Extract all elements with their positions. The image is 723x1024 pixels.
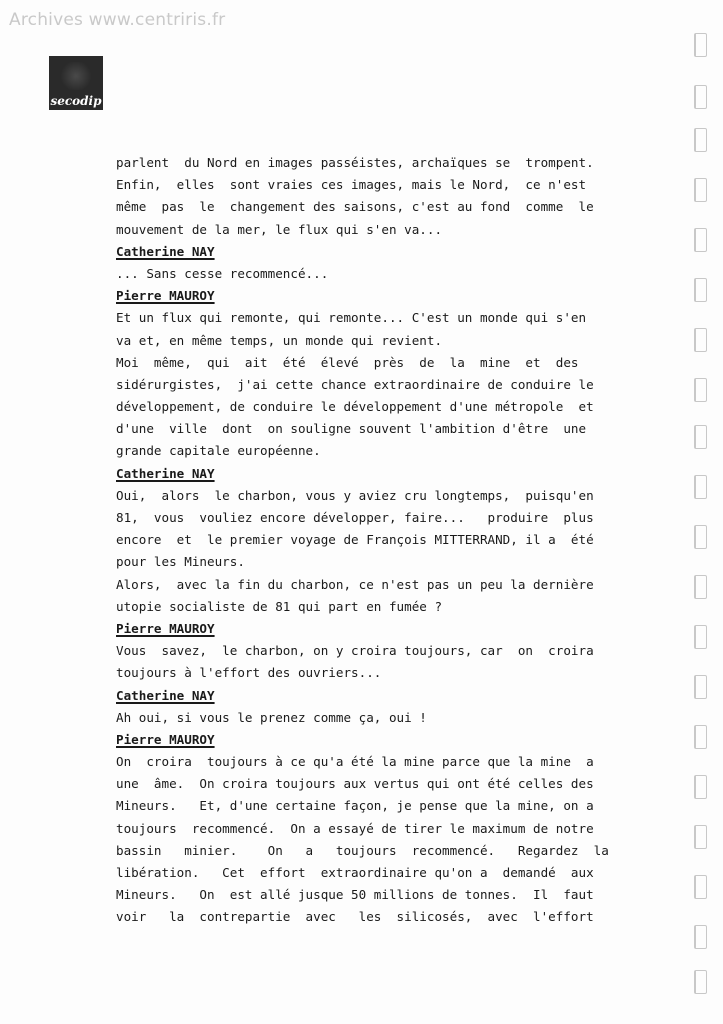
- binding-hole: [694, 128, 707, 152]
- secodip-logo: [49, 56, 103, 110]
- binding-hole: [694, 228, 707, 252]
- binding-hole: [694, 925, 707, 949]
- transcript-line: Mineurs. Et, d'une certaine façon, je pense que la mine, on a: [116, 798, 594, 814]
- transcript-line: développement, de conduire le développement d'une métropole et: [116, 399, 594, 415]
- binding-hole: [694, 725, 707, 749]
- transcript-line: d'une ville dont on souligne souvent l'ambition d'être une: [116, 421, 587, 437]
- binding-hole: [694, 525, 707, 549]
- transcript-line: toujours recommencé. On a essayé de tirer le maximum de notre: [116, 820, 594, 836]
- speaker-name: Pierre MAUROY: [116, 620, 215, 636]
- binding-hole: [694, 875, 707, 899]
- binding-hole: [694, 970, 707, 994]
- transcript-line: encore et le premier voyage de François MITTERRAND, il a été: [116, 532, 594, 548]
- transcript-line: Ah oui, si vous le prenez comme ça, oui !: [116, 709, 427, 725]
- binding-hole: [694, 825, 707, 849]
- binding-hole: [694, 328, 707, 352]
- speaker-name: Catherine NAY: [116, 465, 215, 481]
- transcript-line: pour les Mineurs.: [116, 554, 245, 570]
- transcript-line: mouvement de la mer, le flux qui s'en va...: [116, 221, 443, 237]
- transcript-line: Moi même, qui ait été élevé près de la mine et des: [116, 354, 579, 370]
- transcript-line: sidérurgistes, j'ai cette chance extraordinaire de conduire le: [116, 376, 594, 392]
- binding-hole: [694, 33, 707, 57]
- transcript-line: Mineurs. On est allé jusque 50 millions de tonnes. Il faut: [116, 887, 594, 903]
- speaker-name: Catherine NAY: [116, 687, 215, 703]
- transcript-line: Oui, alors le charbon, vous y aviez cru longtemps, puisqu'en: [116, 487, 594, 503]
- speaker-name: Pierre MAUROY: [116, 288, 215, 304]
- transcript-line: ... Sans cesse recommencé...: [116, 265, 329, 281]
- binding-holes: [688, 25, 718, 1015]
- transcript-line: va et, en même temps, un monde qui revient.: [116, 332, 443, 348]
- transcript-line: Vous savez, le charbon, on y croira toujours, car on croira: [116, 643, 594, 659]
- speaker-name: Pierre MAUROY: [116, 731, 215, 747]
- transcript-line: parlent du Nord en images passéistes, archaïques se trompent.: [116, 155, 594, 170]
- binding-hole: [694, 85, 707, 109]
- transcript-line: toujours à l'effort des ouvriers...: [116, 665, 382, 681]
- binding-hole: [694, 575, 707, 599]
- binding-hole: [694, 425, 707, 449]
- transcript-line: une âme. On croira toujours aux vertus qui ont été celles des: [116, 776, 594, 792]
- transcript-body: [116, 152, 609, 929]
- archive-watermark: Archives www.centriris.fr: [9, 10, 226, 30]
- binding-hole: [694, 625, 707, 649]
- binding-hole: [694, 278, 707, 302]
- transcript-line: Alors, avec la fin du charbon, ce n'est pas un peu la dernière: [116, 576, 594, 592]
- transcript-line: voir la contrepartie avec les silicosés, avec l'effort: [116, 909, 594, 925]
- transcript-line: Enfin, elles sont vraies ces images, mais le Nord, ce n'est: [116, 177, 587, 193]
- speaker-name: Catherine NAY: [116, 243, 215, 259]
- transcript-line: utopie socialiste de 81 qui part en fumée ?: [116, 598, 443, 614]
- transcript-line: 81, vous vouliez encore développer, faire... produire plus: [116, 510, 594, 525]
- binding-hole: [694, 475, 707, 499]
- transcript-line: bassin minier. On a toujours recommencé. Regardez la: [116, 842, 609, 858]
- binding-hole: [694, 675, 707, 699]
- transcript-line: On croira toujours à ce qu'a été la mine parce que la mine a: [116, 754, 594, 770]
- transcript-line: Et un flux qui remonte, qui remonte... C'est un monde qui s'en: [116, 310, 587, 326]
- transcript-line: grande capitale européenne.: [116, 443, 321, 459]
- binding-hole: [694, 378, 707, 402]
- transcript-line: même pas le changement des saisons, c'est au fond comme le: [116, 199, 594, 215]
- transcript-line: libération. Cet effort extraordinaire qu'on a demandé aux: [116, 865, 594, 880]
- logo-text: secodip: [50, 94, 102, 108]
- binding-hole: [694, 775, 707, 799]
- binding-hole: [694, 178, 707, 202]
